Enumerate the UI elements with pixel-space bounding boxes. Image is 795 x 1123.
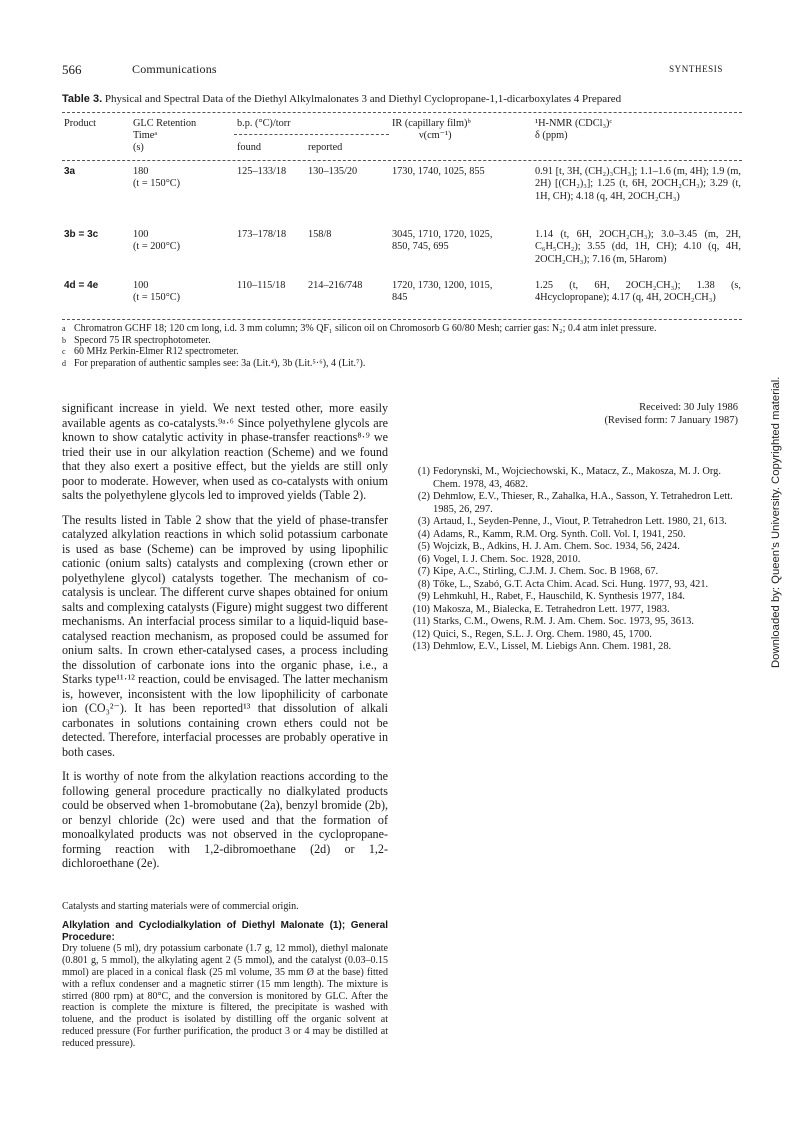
table-caption-text: Physical and Spectral Data of the Diethyl Alkylmalonates 3 and Diethyl Cyclopropane-1,1-dicarboxylates 4 Prepared: [104, 93, 622, 105]
footnote-mark: c: [62, 347, 66, 356]
body-paragraph: The results listed in Table 2 show that the yield of phase-transfer catalyzed alkylation reactions in which solid potassium carbonate is used as base (Scheme) can be improved by using lipophilic cationic (onium salts) catalysts and complexing (crown ether or polyethylene glycol) catalysts together. The mechanism of co-catalysis is unclear. The different curve shapes obtained for onium salts and complexing catalysts (Figure) might suggest two different mechanisms. An interfacial process similar to a liquid-liquid base-catalysed reaction mechanism, as proposed could be assumed for onium salts. In crown ether-catalysed cases, a process including the dissolution of carbonate ions into the organic phase, i.e., a Starks type¹¹·¹² reaction, could be envisaged. The latter mechanism is, however, inconsistent with the low lipophilicity of carbonate ion (CO₃²⁻). It has been reported¹³ that dissolution of alkali carbonates in solutions containing crown ethers could not be detected. Therefore, interfacial processes are probably operative in both cases.: [62, 512, 388, 759]
table-cell-nmr: 1.25 (t, 6H, 2OCH₂CH₃); 1.38 (s, 4Hcyclopropane); 4.17 (q, 4H, 2OCH₂CH₃): [535, 280, 741, 304]
footnote-text: Specord 75 IR spectrophotometer.: [74, 334, 211, 346]
reference-text: Artaud, I., Seyden-Penne, J., Viout, P. Tetrahedron Lett. 1980, 21, 613.: [433, 516, 727, 527]
reference-item: [405, 566, 738, 579]
reference-text: Quici, S., Regen, S.L. J. Org. Chem. 1980, 45, 1700.: [433, 628, 652, 640]
footnote-text: 60 MHz Perkin-Elmer R12 spectrometer.: [74, 346, 239, 357]
reference-item: [405, 579, 738, 592]
reference-item: [405, 629, 738, 642]
footnote-text: Chromatron GCHF 18; 120 cm long, i.d. 3 mm column; 3% QF₁ silicon oil on Chromosorb G 60/80 Mesh; carrier gas: N₂; 0.4 atm inlet pressure.: [74, 323, 657, 334]
reference-number: (2): [417, 491, 430, 502]
table-cell-bp-found: 125–133/18: [237, 166, 287, 177]
table-row-product: 3b = 3c: [64, 229, 99, 240]
table-top-rule: [62, 112, 742, 113]
reference-item: [405, 541, 738, 554]
bp-subrule: [234, 134, 389, 135]
col-header-bp: b.p. (°C)/torr: [237, 118, 291, 129]
table-cell-bp-reported: 130–135/20: [308, 166, 358, 177]
reference-item: [405, 529, 738, 542]
table-footnotes: [62, 323, 742, 369]
reference-text: Kipe, A.C., Stirling, C.J.M. J. Chem. Soc. B 1968, 67.: [433, 566, 659, 577]
col-header-glc-unit: (s): [133, 142, 144, 153]
col-header-product: Product: [64, 118, 97, 129]
watermark-text: Downloaded by: Queen's University. Copyrighted material.: [770, 376, 782, 668]
table-caption: [62, 93, 621, 105]
reference-text: Wojcizk, B., Adkins, H. J. Am. Chem. Soc. 1934, 56, 2424.: [433, 541, 680, 552]
reference-text: Dehmlow, E.V., Lissel, M. Liebigs Ann. Chem. 1981, 28.: [433, 641, 672, 652]
col-header-nmr: ¹H-NMR (CDCl₃)ᶜ: [535, 118, 613, 129]
reference-text: Tőke, L., Szabó, G.T. Acta Chim. Acad. Sci. Hung. 1977, 93, 421.: [433, 578, 709, 590]
col-header-ir: IR (capillary film)ᵇ: [392, 118, 471, 129]
col-header-bp-found: found: [237, 142, 262, 153]
reference-number: (10): [412, 603, 430, 615]
table-cell-ir: 3045, 1710, 1720, 1025,: [392, 229, 493, 240]
table-header-rule: [62, 160, 742, 161]
reference-number: (7): [417, 566, 430, 577]
journal-name: SYNTHESIS: [669, 64, 723, 74]
col-header-glc: GLC Retention: [133, 118, 197, 129]
reference-number: (3): [417, 516, 430, 527]
reference-number: (13): [412, 641, 430, 652]
table-cell-glc: 180: [133, 166, 149, 177]
reference-number: (1): [417, 466, 430, 477]
reference-text: Lehmkuhl, H., Rabet, F., Hauschild, K. Synthesis 1977, 184.: [433, 591, 685, 602]
body-text-column: [62, 401, 388, 881]
reference-text: Dehmlow, E.V., Thieser, R., Zahalka, H.A., Sasson, Y. Tetrahedron Lett. 1985, 26, 297.: [433, 491, 733, 515]
table-cell-ir: 1730, 1740, 1025, 855: [392, 166, 485, 177]
reference-item: [405, 516, 738, 529]
page-number: 566: [62, 62, 82, 77]
data-table: [62, 112, 742, 327]
footnote: [62, 323, 742, 335]
table-cell-ir-2: 845: [392, 292, 408, 303]
table-row-product: 3a: [64, 166, 76, 177]
reference-item: [405, 554, 738, 567]
reference-text: Vogel, I. J. Chem. Soc. 1928, 2010.: [433, 553, 581, 565]
reference-item: [405, 641, 738, 654]
reference-number: (6): [417, 553, 430, 565]
footnote-mark: a: [62, 324, 66, 333]
table-cell-bp-reported: 158/8: [308, 229, 332, 240]
footnote: [62, 335, 742, 347]
table-caption-label: Table 3.: [62, 93, 103, 105]
table-cell-nmr: 1.14 (t, 6H, 2OCH₂CH₃); 3.0–3.45 (m, 2H, C₆H₅CH₂); 3.55 (dd, 1H, CH); 4.10 (q, 4H, 2OCH₂CH₃); 7.16 (m, 5Harom): [535, 229, 741, 265]
footnote-mark: b: [62, 335, 66, 345]
revised-date: (Revised form: 7 January 1987): [604, 415, 738, 426]
reference-item: [405, 491, 738, 516]
reference-text: Adams, R., Kamm, R.M. Org. Synth. Coll. Vol. I, 1941, 250.: [433, 528, 686, 540]
reference-number: (8): [417, 578, 430, 590]
table-cell-bp-found: 110–115/18: [237, 280, 286, 291]
procedure-title: Alkylation and Cyclodialkylation of Diethyl Malonate (1); General Procedure:: [62, 919, 388, 943]
reference-number: (4): [417, 528, 430, 540]
table-row-product: 4d = 4e: [64, 280, 99, 291]
col-header-ir-unit: ν(cm⁻¹): [419, 130, 452, 141]
reference-text: Starks, C.M., Owens, R.M. J. Am. Chem. Soc. 1973, 95, 3613.: [433, 616, 694, 627]
reference-item: [405, 604, 738, 617]
reference-item: [405, 591, 738, 604]
table-cell-glc-temp: (t = 150°C): [133, 178, 181, 189]
reference-text: Fedorynski, M., Wojciechowski, K., Matacz, Z., Makosza, M. J. Org. Chem. 1978, 43, 4682.: [433, 466, 721, 490]
table-cell-nmr: 0.91 [t, 3H, (CH₂)₃CH₃]; 1.1–1.6 (m, 4H); 1.9 (m, 2H) [(CH₂)₃]; 1.25 (t, 6H, 2OCH₂CH₃); 3.29 (t, 1H, CH); 4.18 (q, 4H, 2OCH₂CH₃): [535, 166, 741, 202]
table-cell-glc: 100: [133, 280, 149, 291]
reference-number: (9): [417, 591, 430, 602]
table-cell-bp-reported: 214–216/748: [308, 280, 363, 291]
experimental-section: [62, 901, 388, 1050]
materials-note: Catalysts and starting materials were of commercial origin.: [62, 901, 299, 912]
table-bottom-rule: [62, 319, 742, 320]
body-paragraph: It is worthy of note from the alkylation reactions according to the following general procedure practically no dialkylated products could be observed when 1-bromobutane (2a), benzyl bromide (2b), or benzyl chloride (2c) were used and that the formation of monoalkylated products was not observed in the cyclopropane-forming reaction with 1,2-dibromoethane (2d) or 1,2-dichloroethane (2e).: [62, 769, 388, 870]
reference-number: (5): [417, 541, 430, 552]
reference-item: [405, 616, 738, 629]
footnote-mark: d: [62, 358, 66, 368]
reference-number: (12): [412, 628, 430, 640]
received-dates: [405, 401, 738, 427]
table-cell-bp-found: 173–178/18: [237, 229, 287, 240]
footnote: [62, 358, 742, 370]
table-cell-glc: 100: [133, 229, 149, 240]
section-title: Communications: [132, 62, 217, 76]
col-header-nmr-unit: δ (ppm): [535, 130, 568, 141]
footnote-text: For preparation of authentic samples see: 3a (Lit.⁴), 3b (Lit.⁵·⁶), 4 (Lit.⁷).: [74, 357, 366, 369]
reference-text: Makosza, M., Bialecka, E. Tetrahedron Lett. 1977, 1983.: [433, 603, 670, 615]
table-cell-glc-temp: (t = 200°C): [133, 241, 181, 252]
reference-list: [405, 466, 738, 654]
procedure-text: Dry toluene (5 ml), dry potassium carbonate (1.7 g, 12 mmol), diethyl malonate (0.801 g, 5 mmol), the alkylating agent 2 (5 mmol), and the catalyst (0.03–0.15 mmol) are placed in a conical flask (25 ml volume, 35 mm Ø at the base) fitted with a reflux condenser and a magnetic stirrer (15 mm length). The mixture is stirred (800 rpm) at 80°C, and the conversion is monitored by GLC. After the reaction is complete the mixture is filtered, the precipitate is washed with toluene, and the product is isolated by distilling off the organic solvent at reduced pressure (For further purification, the product 3 or 4 may be distilled at reduced pressure).: [62, 943, 388, 1049]
table-cell-glc-temp: (t = 150°C): [133, 292, 181, 303]
reference-item: [405, 466, 738, 491]
reference-number: (11): [413, 616, 430, 627]
table-cell-ir-2: 850, 745, 695: [392, 241, 449, 252]
table-cell-ir: 1720, 1730, 1200, 1015,: [392, 280, 493, 291]
body-paragraph: significant increase in yield. We next tested other, more easily available agents as co-catalysts.⁹ᵃ·⁶ Since polyethylene glycols are known to show catalytic activity in phase-transfer reactions⁸·⁹ we tried their use in our alkylation reaction (Scheme) and we found that they also exert a positive effect, but the yields are still only poor to moderate. However, when used as co-catalysts with onium salts the polyethylene glycols led to improved yields (Table 2).: [62, 401, 388, 502]
col-header-bp-reported: reported: [308, 142, 343, 153]
received-date: Received: 30 July 1986: [639, 402, 738, 413]
col-header-glc-time: Timeᵃ: [133, 130, 158, 141]
footnote: [62, 346, 742, 358]
